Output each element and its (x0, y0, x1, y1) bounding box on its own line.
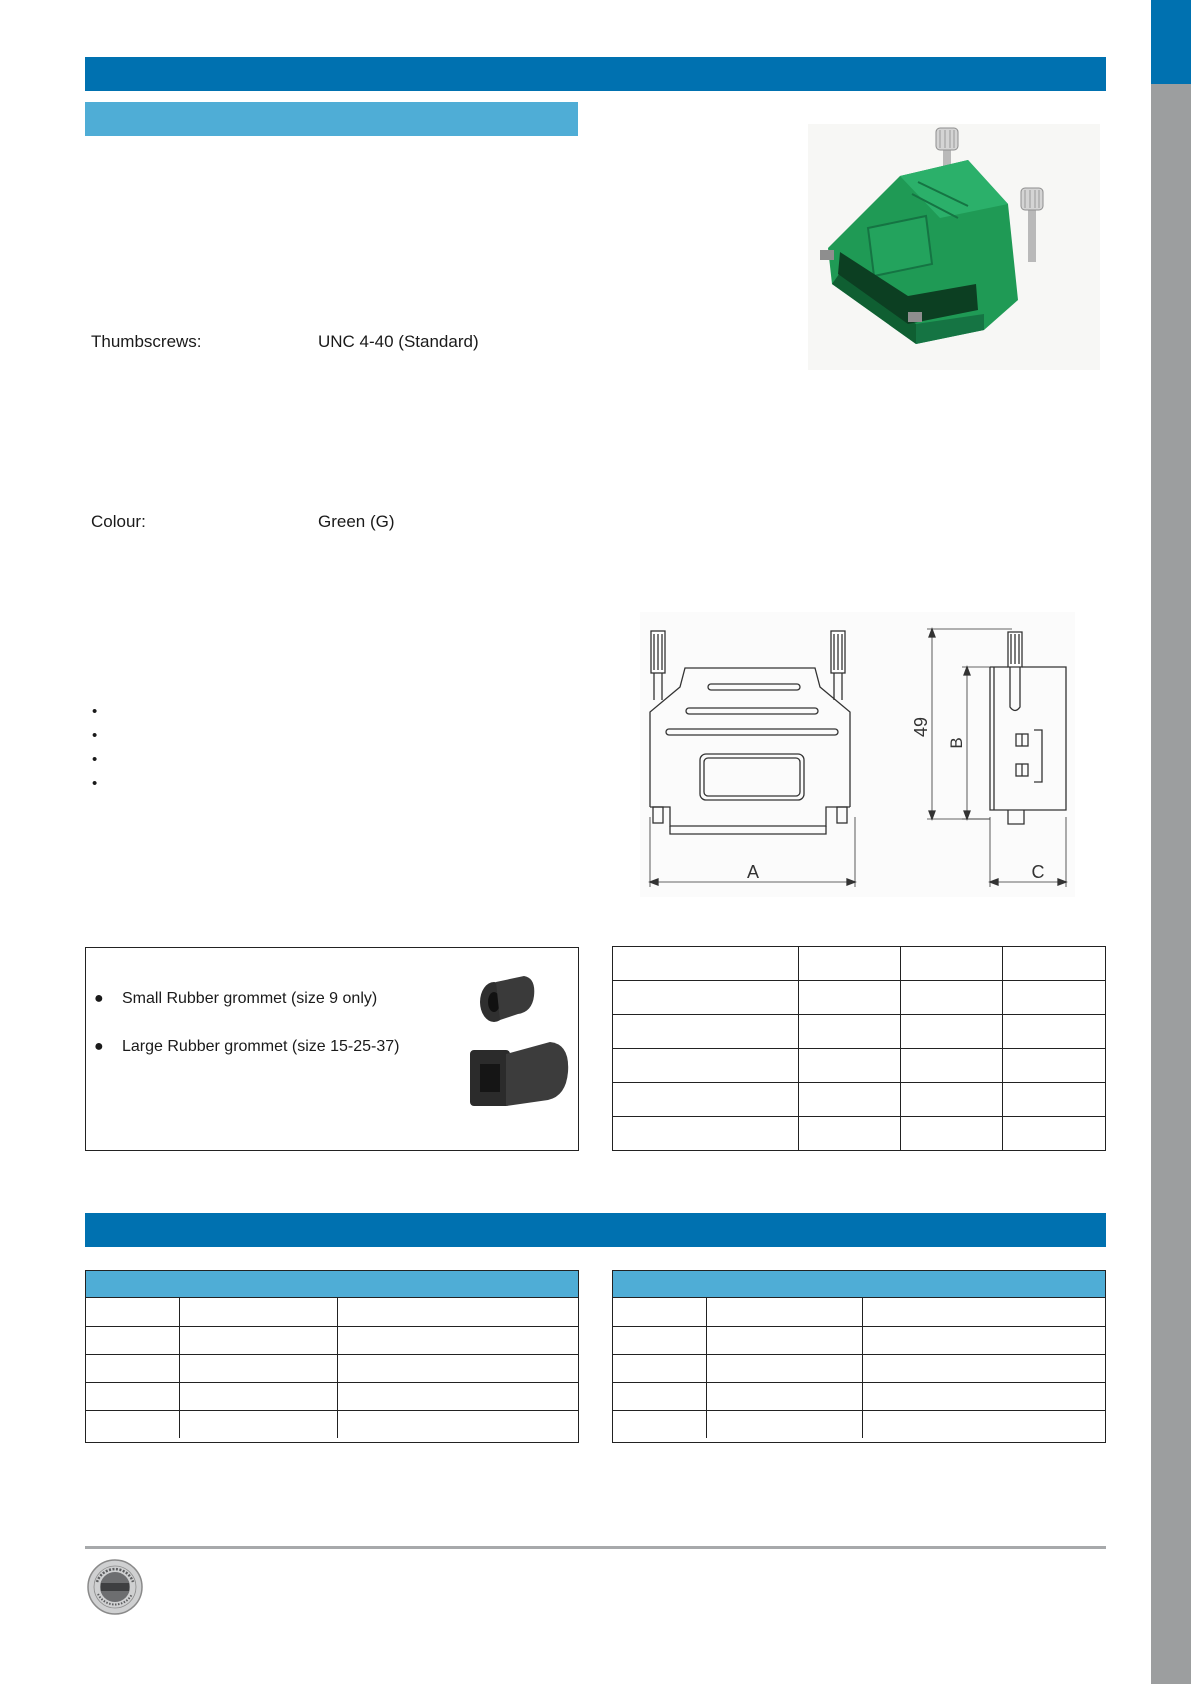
ordering-table-left (85, 1270, 579, 1443)
large-grommet-image (466, 1032, 574, 1120)
ordering-table-right (612, 1270, 1106, 1443)
bullet-dot: ● (94, 1038, 104, 1055)
spec-label: Colour: (91, 512, 146, 531)
dimension-table (612, 946, 1106, 1151)
table-row (86, 1326, 578, 1354)
table-row (613, 1326, 1105, 1354)
table-row (613, 1354, 1105, 1382)
table-header (86, 1271, 578, 1298)
dimension-label-b: B (947, 737, 966, 749)
table-row (613, 981, 1106, 1015)
technical-drawing (640, 612, 1075, 897)
bullet-dot: ● (94, 990, 104, 1007)
table-row (613, 947, 1106, 981)
spec-value: Green (G) (318, 512, 395, 531)
dimension-label-a: A (746, 862, 760, 882)
section-header-band (85, 57, 1106, 91)
table-body (86, 1298, 578, 1438)
accessory-item (94, 1038, 399, 1056)
dimension-label-49: 49 (911, 716, 931, 738)
iso-certification-seal (86, 1558, 144, 1616)
table-row (86, 1382, 578, 1410)
side-bar (1151, 0, 1191, 1684)
accessory-label: Small Rubber grommet (size 9 only) (122, 990, 378, 1007)
table-row (86, 1410, 578, 1438)
table-row (86, 1298, 578, 1326)
accessory-item (94, 990, 377, 1008)
table-row (613, 1410, 1105, 1438)
subsection-header-band (85, 102, 578, 136)
table-row (613, 1117, 1106, 1151)
table-row (613, 1298, 1105, 1326)
table-header (613, 1271, 1105, 1298)
footer-rule (85, 1546, 1106, 1549)
ordering-header-band (85, 1213, 1106, 1247)
small-grommet-image (474, 968, 538, 1028)
table-row (613, 1083, 1106, 1117)
table-row (86, 1354, 578, 1382)
spec-value: UNC 4-40 (Standard) (318, 332, 479, 351)
table-body (613, 1298, 1105, 1438)
side-bar-accent (1151, 0, 1191, 84)
accessories-box (85, 947, 579, 1151)
table-row (613, 1049, 1106, 1083)
table-row (613, 1015, 1106, 1049)
dimension-label-c: C (1031, 862, 1045, 882)
product-photo (808, 124, 1100, 370)
accessory-label: Large Rubber grommet (size 15-25-37) (122, 1038, 400, 1055)
spec-label: Thumbscrews: (91, 332, 202, 351)
table-row (613, 1382, 1105, 1410)
